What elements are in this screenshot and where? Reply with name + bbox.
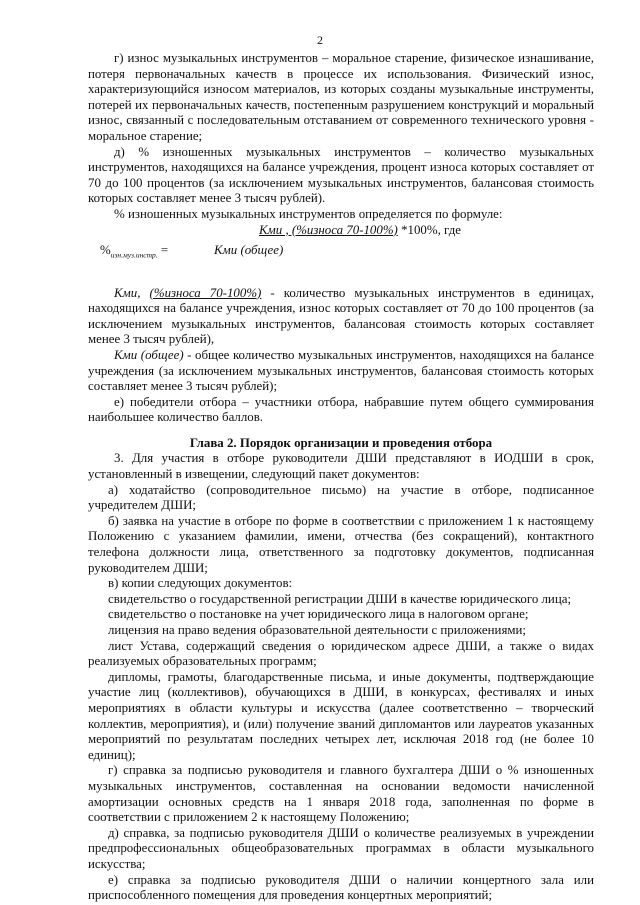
def1-text: - количество музыкальных инструментов в единицах, находящихся на балансе учреждения, износ которых составляет от 70 до 100 процентов (за исключением музыкальных инструментов, балансовая стоимость которых составляет менее 3 тысяч рублей), [88, 285, 594, 347]
definition-winners: е) победители отбора – участники отбора, набравшие путем общего суммирования наибольшее количество баллов. [88, 394, 594, 425]
doc-license: лицензия на право ведения образовательной деятельности с приложениями; [108, 623, 527, 637]
def1-term-a: Кми, [114, 285, 141, 300]
formula-numerator-line [259, 223, 461, 239]
formula-lhs [100, 243, 168, 263]
doc-registration: свидетельство о государственной регистрации ДШИ в качестве юридического лица; [108, 591, 572, 606]
formula-numerator: Кми , (%износа 70-100%) [259, 222, 398, 237]
def1-term-b: (%износа 70-100%) [149, 285, 262, 300]
formula-numerator-suffix: *100%, где [397, 222, 461, 237]
formula-lhs-eq: = [157, 242, 169, 257]
def2-term: Кми (общее) [114, 347, 184, 362]
formula-denominator: Кми (общее) [214, 242, 284, 257]
clause-b: б) заявка на участие в отборе по форме в соответствии с приложением 1 к настоящему Положению с указанием фамилии, имени, отчества (без сокращений), контактного телефона должности лица, ответственного за подготовку документов, подписанная руководителем ДШИ; [88, 513, 594, 575]
definition-kmi-total [88, 348, 594, 395]
clause-a: а) ходатайство (сопроводительное письмо) на участие в отборе, подписанное учредителем ДШИ; [88, 482, 594, 513]
clause-e: е) справка за подписью руководителя ДШИ о наличии концертного зала или приспособленного помещения для проведения концертных мероприятий; [88, 872, 594, 903]
definition-worn-percent: д) % изношенных музыкальных инструментов – количество музыкальных инструментов, находящихся на балансе учреждения, процент износа которых составляет от 70 до 100 процентов (за исключением музыкальных инструментов, балансовая стоимость которых составляет менее 3 тысяч рублей). [88, 144, 594, 206]
doc-tax: свидетельство о постановке на учет юридического лица в налоговом органе; [108, 607, 529, 622]
clause-g: г) справка за подписью руководителя и главного бухгалтера ДШИ о % изношенных музыкальных инструментов, составленная на основании ведомости начисленной амортизации основных средств на 1 января 2018 года, заполненная по форме в соответствии с приложением 2 к настоящему Положению; [88, 763, 594, 825]
formula-lhs-symbol: % [100, 242, 111, 257]
def2-text: - общее количество музыкальных инструментов, находящихся на балансе учреждения (за исключением музыкальных инструментов, балансовая стоимость которых составляет менее 3 тысяч рублей); [88, 347, 595, 394]
formula-intro: % изношенных музыкальных инструментов определяется по формуле: [114, 206, 503, 221]
spacer [88, 426, 594, 436]
spacer [88, 271, 594, 286]
document-body [88, 51, 594, 904]
formula [88, 223, 594, 271]
definition-wear: г) износ музыкальных инструментов – моральное старение, физическое изнашивание, потеря первоначальных качеств в процессе их использования. Физический износ, характеризующийся износом материалов, из которых созданы музыкальные инструменты, потерей их первоначальных качеств, постепенным разрушением конструкций и моральный износ, связанный с последовательным отставанием от современного технического уровня - моральное старение; [88, 51, 594, 143]
clause-v: в) копии следующих документов: [108, 576, 293, 591]
doc-diplomas: дипломы, грамоты, благодарственные письма, и иные документы, подтверждающие участие лиц (коллективов), обучающихся в ДШИ, в конкурсах, фестивалях и иных мероприятиях в области культуры и искусства (далее соответственно – творческий коллектив, мероприятия), и (или) получение званий дипломантов или лауреатов указанных мероприятий по результатам последних четырех лет, исключая 2018 год (не более 10 единиц); [88, 669, 594, 762]
doc-charter: лист Устава, содержащий сведения о юридическом адресе ДШИ, а также о видах реализуемых образовательных программ; [88, 638, 594, 669]
definition-kmi-worn [88, 286, 594, 348]
clause-d: д) справка, за подписью руководителя ДШИ о количестве реализуемых в учреждении предпрофессиональных общеобразовательных программах в области музыкального искусства; [88, 825, 594, 871]
chapter-title: Глава 2. Порядок организации и проведения отбора [189, 435, 493, 450]
formula-lhs-subscript: изн.муз.инстр. [110, 250, 158, 260]
clause-3: 3. Для участия в отборе руководители ДШИ представляют в ИОДШИ в срок, установленный в извещении, следующий пакет документов: [88, 451, 594, 482]
page-number: 2 [317, 33, 323, 47]
